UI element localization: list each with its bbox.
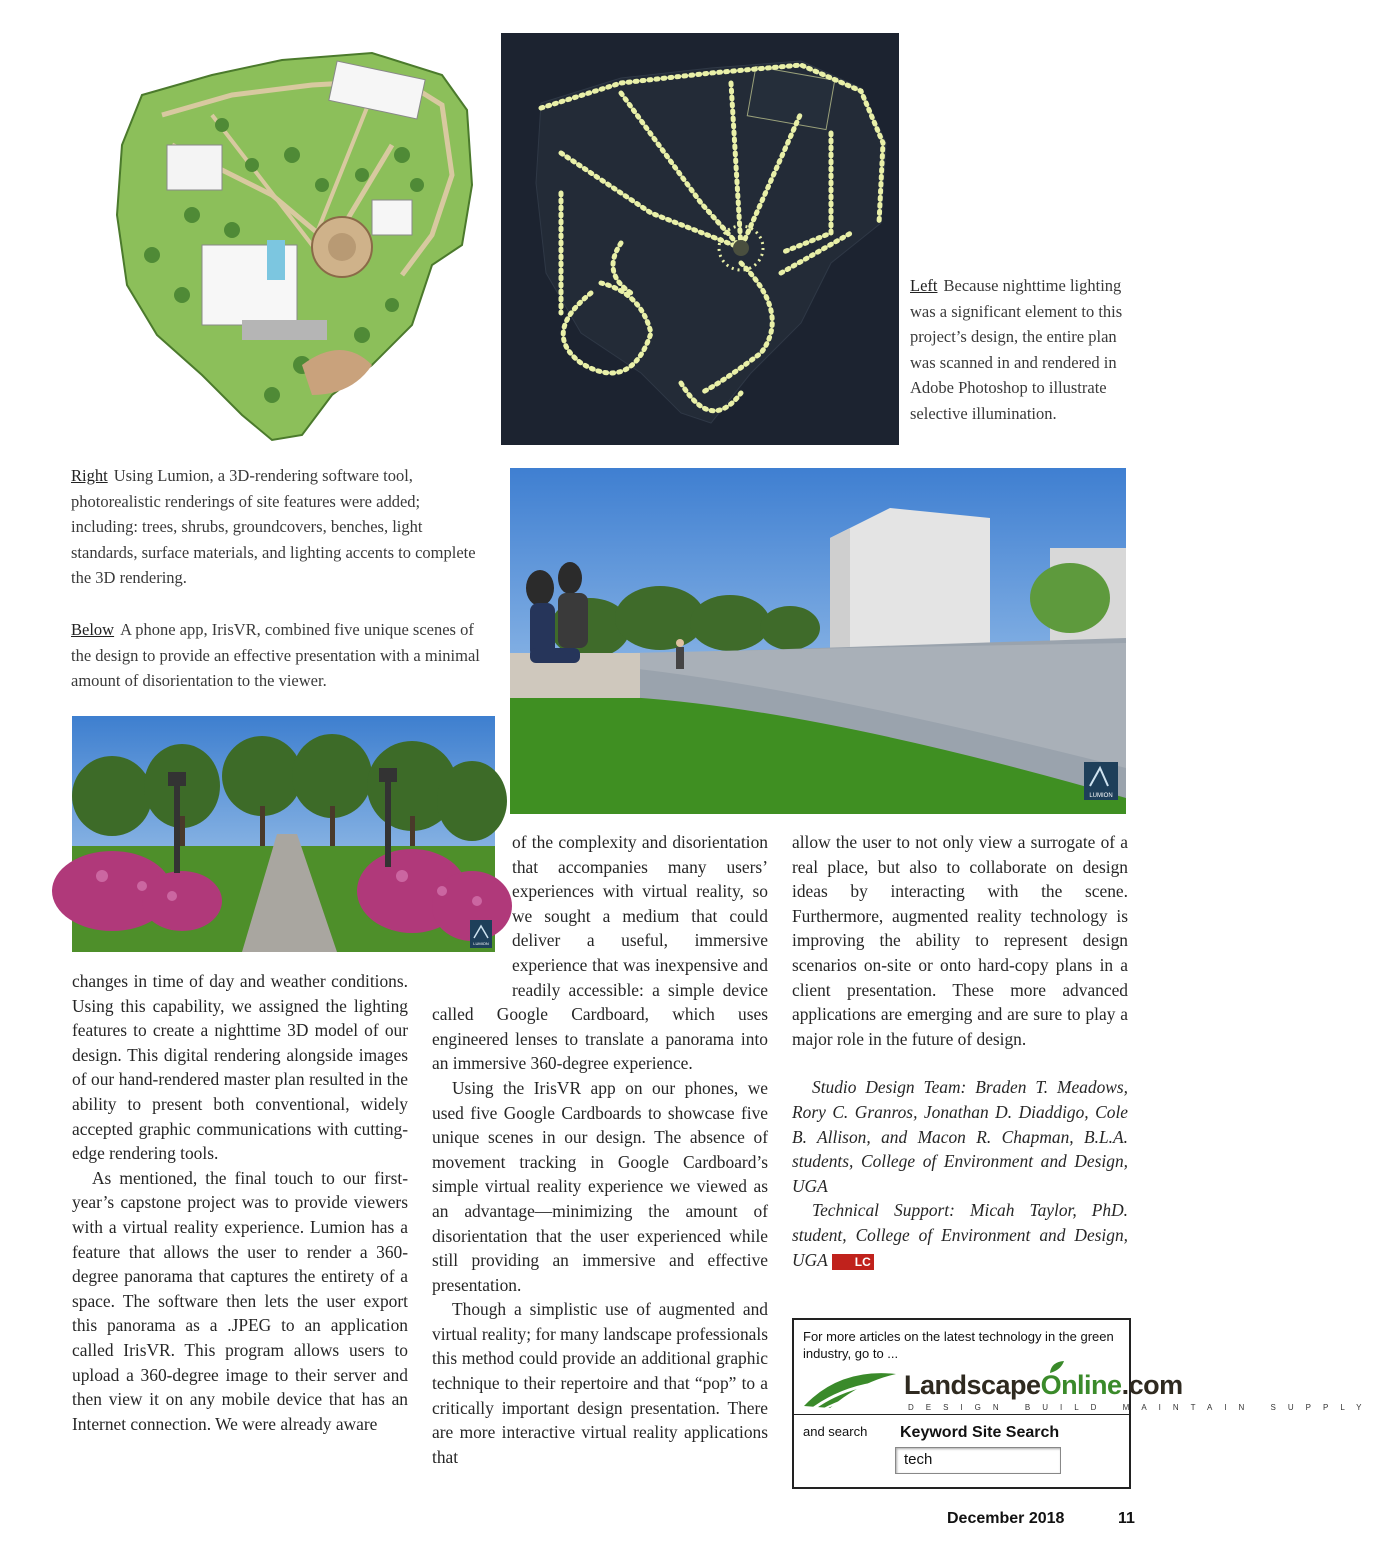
credits-design-team: Studio Design Team: Braden T. Meadows, Rory C. Granros, Jonathan D. Diaddigo, Cole B. Allison, and Macon R. Chapman, B.L.A. students, College of Environment and Design, UGA	[792, 1077, 1128, 1196]
caption-right	[71, 463, 491, 591]
plaza-render-image	[510, 468, 1126, 814]
plaza-lumion-watermark: LUMION	[1089, 793, 1113, 799]
master-plan-drawing	[72, 35, 492, 447]
column-3-paragraph-1: allow the user to not only view a surrogate of a real place, but also to collaborate on design ideas by interacting with the scene. Furthermore, augmented reality technology is improving the ability to represent design scenarios on-site or onto hard-copy plans in a client presentation. These more advanced applications are emerging and are sure to play a major role in the future of design.	[792, 832, 1128, 1049]
page-number: 11	[1118, 1510, 1135, 1527]
keyword-search-input[interactable]: tech	[895, 1447, 1061, 1474]
issue-date: December 2018	[947, 1510, 1065, 1527]
column-2-paragraph-3: Though a simplistic use of augmented and virtual reality; for many landscape professionals this method could provide an additional graphic technique to their repertoire and that “pop” to a critically important design presentation. There are more interactive virtual reality applications that	[432, 1299, 768, 1467]
column-1-paragraph-1: changes in time of day and weather conditions. Using this capability, we assigned the lighting features to create a nighttime 3D model of our design. This digital rendering alongside images of our hand-rendered master plan resulted in the ability to present both conventional, widely accepted graphic communications with cutting-edge rendering tools.	[72, 971, 408, 1164]
credits-technical-support-text: Technical Support: Micah Taylor, PhD. student, College of Environment and Design, UGA	[792, 1200, 1128, 1270]
caption-below-text: A phone app, IrisVR, combined five unique scenes of the design to provide an effective presentation with a minimal amount of disorientation to the viewer.	[71, 620, 480, 690]
night-plan-drawing	[501, 33, 899, 445]
caption-left-lead: Left	[910, 276, 938, 295]
lc-end-mark: LC	[832, 1254, 874, 1270]
column-1-paragraph-2: As mentioned, the final touch to our first-year’s capstone project was to provide viewers with a virtual reality experience. Lumion has a feature that allows the user to render a 360-degree panorama that captures the entirety of a space. The software then lets the user export this panorama as a .JPEG to an application called IrisVR. This program allows users to upload a 360-degree image to their server and then view it on any mobile device that has an Internet connection. We were already aware	[72, 1167, 408, 1434]
credits-technical-support	[792, 1198, 1128, 1272]
caption-right-lead: Right	[71, 466, 108, 485]
keyword-search-title: Keyword Site Search	[900, 1424, 1060, 1441]
caption-right-text: Using Lumion, a 3D-rendering software tool, photorealistic renderings of site features were added; including: trees, shrubs, groundcovers, benches, light standards, surface materials, and lighting accents to complete the 3D rendering.	[71, 466, 476, 587]
column-2-paragraph-2: Using the IrisVR app on our phones, we used five Google Cardboards to showcase five unique scenes in our design. The absence of movement tracking in Google Cardboard’s simple virtual reality experience we viewed as an advantage—minimizing the amount of disorientation that the user experienced while still providing an immersive and effective presentation.	[432, 1077, 768, 1295]
leaf-logo-icon	[800, 1368, 900, 1412]
brand-landscape: Landscape	[904, 1370, 1041, 1400]
article-column-2	[432, 830, 768, 1469]
caption-below	[71, 617, 491, 694]
brand-online: Online	[1040, 1370, 1122, 1400]
master-plan-image	[72, 35, 492, 447]
article-column-3	[792, 830, 1128, 1272]
night-plan-image	[501, 33, 899, 445]
caption-left	[910, 273, 1126, 426]
plaza-render-drawing	[510, 468, 1126, 814]
caption-left-text: Because nighttime lighting was a significant element to this project’s design, the entire plan was scanned in and rendered in Adobe Photoshop to illustrate selective illumination.	[910, 276, 1123, 423]
landscapeonline-ad[interactable]	[792, 1318, 1374, 1489]
path-lumion-watermark: LUMION	[473, 941, 489, 946]
brand-tagline: DESIGN BUILD MAINTAIN SUPPLY	[908, 1403, 1374, 1412]
column-2-image-wrap	[432, 830, 512, 978]
caption-below-lead: Below	[71, 620, 115, 639]
leaf-accent-icon	[1049, 1360, 1065, 1374]
column-2-paragraph-1: of the complexity and disorientation that accompanies many users’ experiences with virtual reality, so we sought a medium that could deliver a useful, immersive experience that was inexpensive and readily accessible: a simple device called Google Cardboard, which uses engineered lenses to translate a panorama into an immersive 360-degree experience.	[432, 832, 768, 1074]
article-column-1	[72, 969, 408, 1436]
brand-dotcom: .com	[1121, 1370, 1183, 1400]
ad-intro-text: For more articles on the latest technology in the green industry, go to ...	[803, 1329, 1114, 1361]
ad-divider	[794, 1414, 1129, 1415]
brand-wordmark	[904, 1370, 1183, 1401]
ad-search-prefix: and search	[803, 1424, 868, 1439]
